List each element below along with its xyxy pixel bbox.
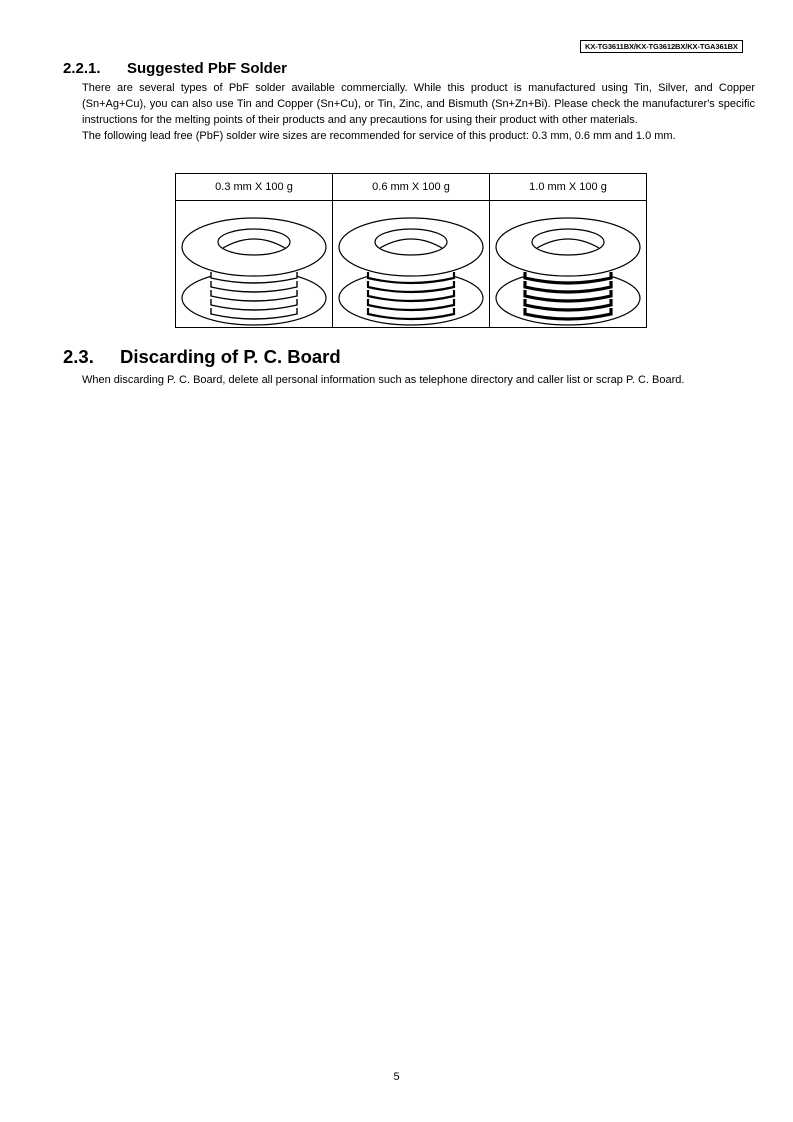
table-image-cell [333,201,490,328]
table-image-cell [490,201,647,328]
section-title: Discarding of P. C. Board [120,346,341,367]
table-image-cell [176,201,333,328]
paragraph: When discarding P. C. Board, delete all personal information such as telephone directory and caller list or scrap P. C. Board. [82,374,685,386]
section-title: Suggested PbF Solder [127,60,288,77]
section-heading-2-3 [63,346,341,368]
paragraph: There are several types of PbF solder available commercially. While this product is manufactured using Tin, Silver, and Copper (Sn+Ag+Cu), you can also use Tin and Copper (Sn+Cu), or Tin, Zinc, and Bismuth (Sn+Zn+Bi). Please check the manufacturer's specific instructions for the melting points of their products and any precautions for using their product with other materials. [82,82,755,126]
model-number-header: KX-TG3611BX/KX-TG3612BX/KX-TGA361BX [580,40,743,53]
section-number: 2.2.1. [63,60,101,77]
table-header-cell: 0.6 mm X 100 g [333,174,490,201]
solder-size-table [175,173,647,328]
table-header-cell: 0.3 mm X 100 g [176,174,333,201]
page-number: 5 [393,1071,400,1083]
paragraph: The following lead free (PbF) solder wire sizes are recommended for service of this product: 0.3 mm, 0.6 mm and 1.0 mm. [82,130,676,142]
spool-hole [532,229,604,255]
solder-spool-thick-icon [490,202,646,326]
table-header-cell: 1.0 mm X 100 g [490,174,647,201]
solder-spool-thin-icon [176,202,332,326]
spool-hole [218,229,290,255]
section-number: 2.3. [63,346,94,367]
section-heading-2-2-1 [63,60,287,77]
spool-hole [375,229,447,255]
section-body [82,80,755,144]
solder-spool-medium-icon [333,202,489,326]
section-body [82,372,755,388]
